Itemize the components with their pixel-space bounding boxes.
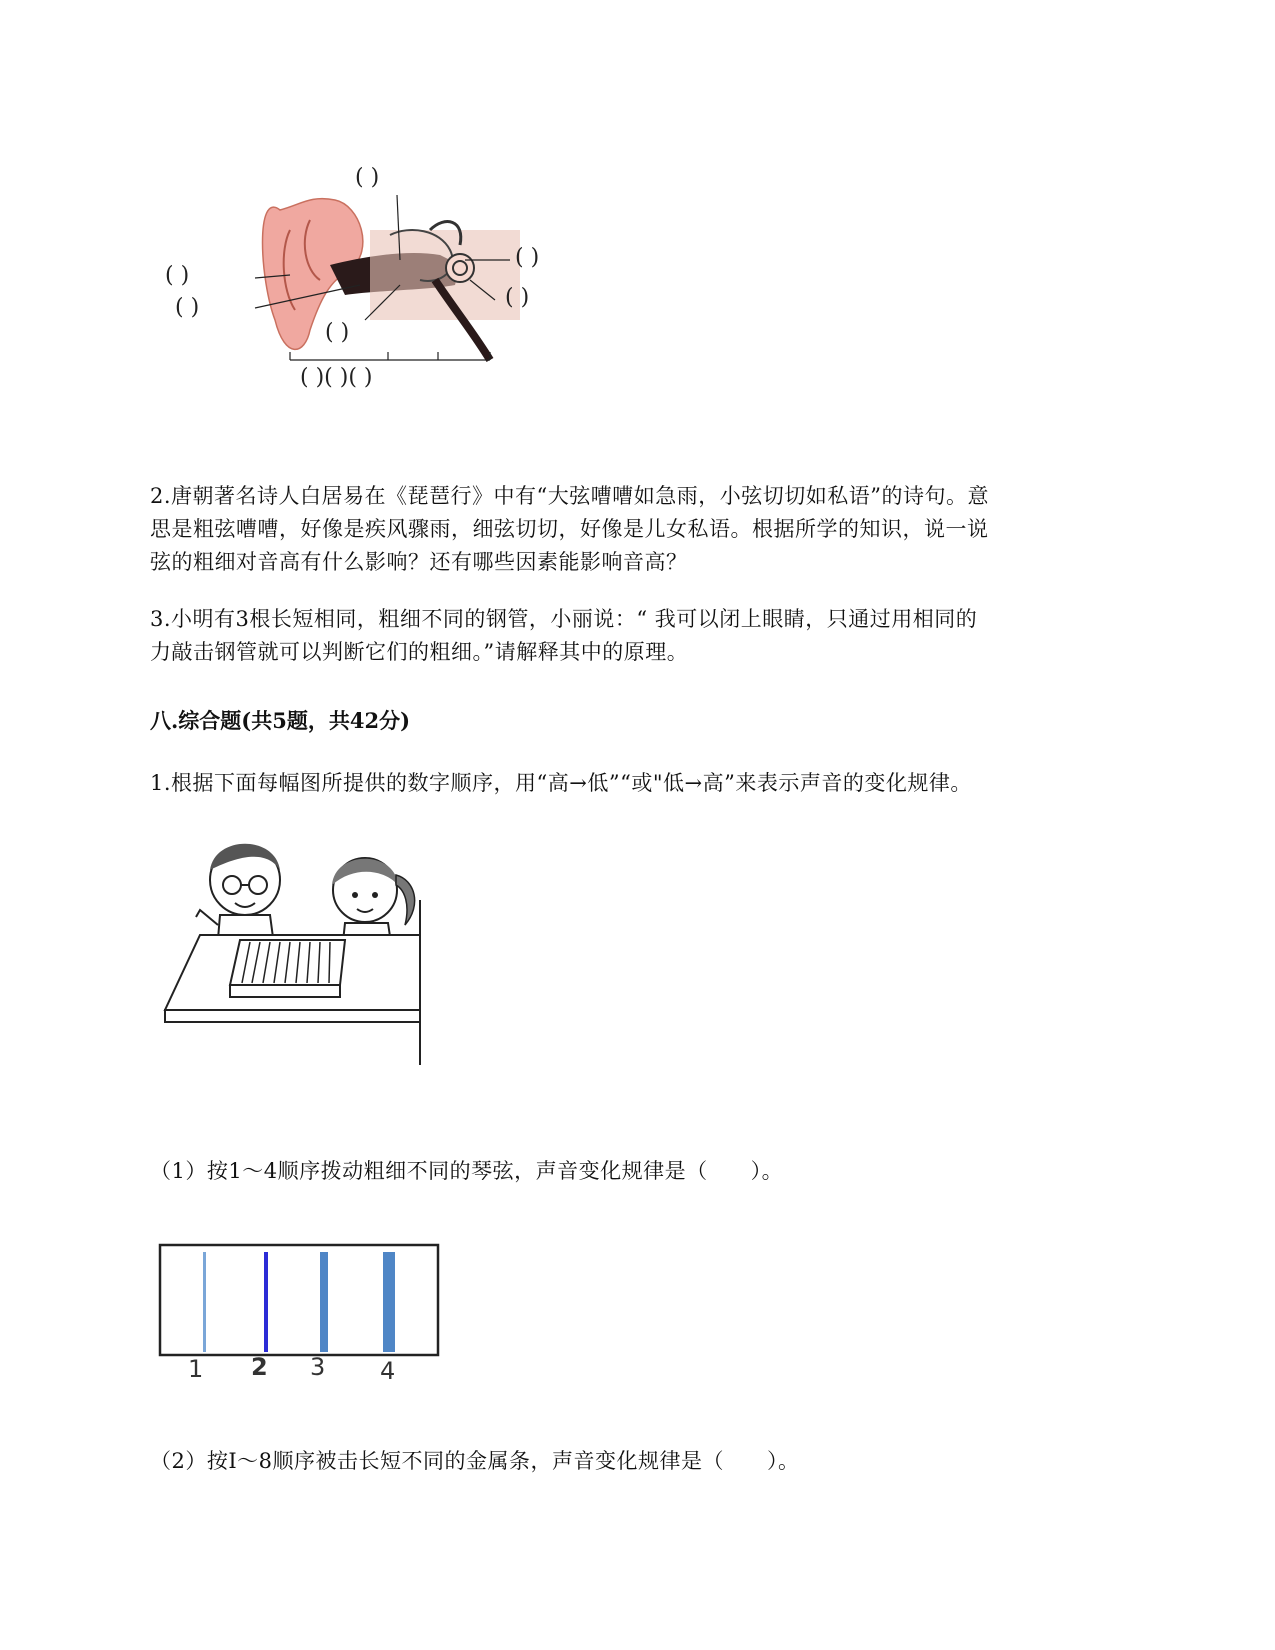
- children-instrument-drawing: [160, 825, 435, 1065]
- question-2-line-2: 思是粗弦嘈嘈，好像是疾风骤雨，细弦切切，好像是儿女私语。根据所学的知识，说一说: [150, 517, 989, 541]
- string-4: [383, 1252, 395, 1352]
- ear-illustration: [160, 160, 660, 410]
- children-instrument-illustration: [160, 825, 435, 1065]
- ear-label-bottom: ( )( )( ): [300, 365, 373, 390]
- ear-label-left-lower: ( ): [175, 295, 200, 320]
- string-number-2: 2: [251, 1353, 268, 1381]
- string-number-1: 1: [188, 1355, 204, 1383]
- section-heading: 八.综合题(共5题，共42分): [150, 708, 411, 733]
- string-3: [320, 1252, 328, 1352]
- string-2: [264, 1252, 268, 1352]
- ear-label-right-upper: ( ): [515, 245, 540, 270]
- question-2-line-3: 弦的粗细对音高有什么影响？还有哪些因素能影响音高？: [150, 550, 688, 574]
- question-2-line-1: 2.唐朝著名诗人白居易在《琵琶行》中有“大弦嘈嘈如急雨，小弦切切如私语”的诗句。意: [150, 484, 990, 508]
- question-2: [150, 480, 989, 579]
- sub-question-1: （1）按1～4顺序拨动粗细不同的琴弦，声音变化规律是（ ）。: [150, 1159, 784, 1183]
- section8-question-1: 1.根据下面每幅图所提供的数字顺序，用“高→低”“或"低→高”来表示声音的变化规律。: [150, 771, 972, 795]
- ear-label-middle-lower: ( ): [325, 320, 350, 345]
- ear-label-top: ( ): [355, 165, 380, 190]
- question-3-line-1: 3.小明有3根长短相同，粗细不同的钢管，小丽说：“ 我可以闭上眼睛，只通过用相同的: [150, 607, 978, 631]
- string-number-4: 4: [380, 1357, 396, 1385]
- ear-label-left-upper: ( ): [165, 263, 190, 288]
- strings-figure: [155, 1240, 445, 1390]
- ear-label-right-lower: ( ): [505, 285, 530, 310]
- question-3: [150, 603, 977, 669]
- sub-question-2: （2）按I～8顺序被击长短不同的金属条，声音变化规律是（ ）。: [150, 1449, 800, 1473]
- ear-diagram: [160, 160, 660, 410]
- string-1: [203, 1252, 206, 1352]
- question-3-line-2: 力敲击钢管就可以判断它们的粗细。”请解释其中的原理。: [150, 640, 689, 664]
- string-number-3: 3: [310, 1353, 326, 1381]
